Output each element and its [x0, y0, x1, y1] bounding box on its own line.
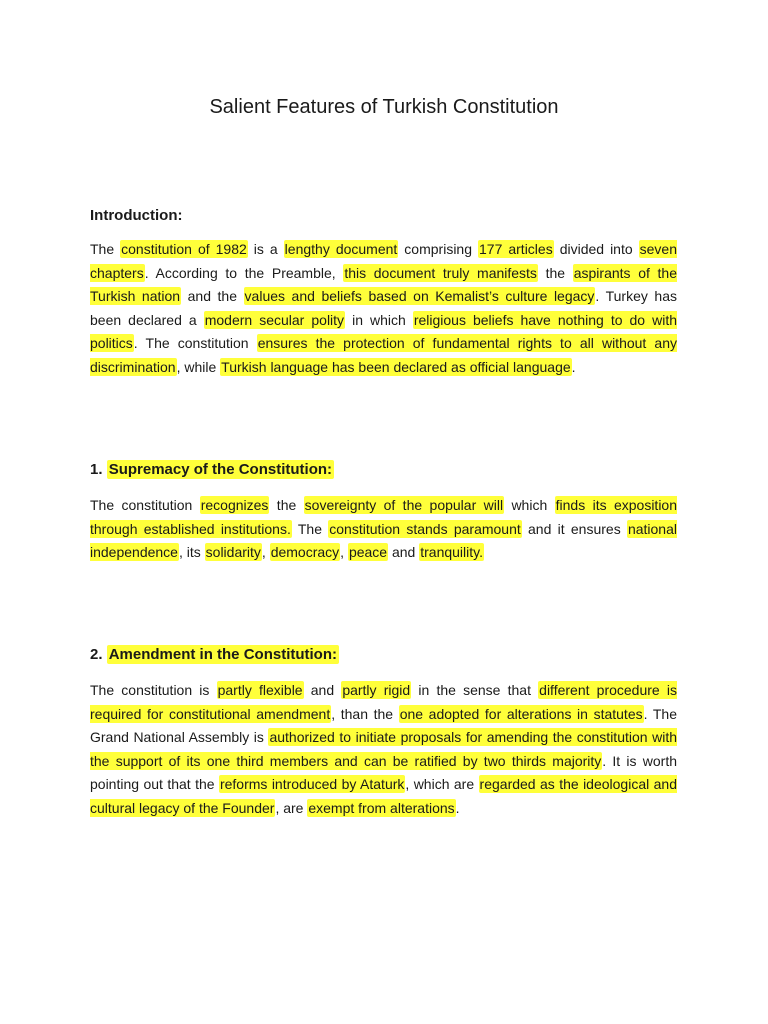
highlighted-text: partly rigid: [342, 682, 411, 698]
plain-text: divided into: [553, 241, 639, 257]
highlighted-text: finds its exposition through established institutions.: [90, 497, 677, 537]
highlighted-text: lengthy document: [284, 241, 398, 257]
highlighted-text: constitution stands paramount: [329, 520, 521, 537]
highlighted-text: sovereignty of the popular will: [304, 497, 504, 513]
plain-text: The constitution is: [90, 682, 217, 698]
highlighted-text: religious beliefs have nothing to do with politics: [90, 311, 678, 352]
highlighted-text: tranquility.: [420, 544, 484, 561]
section2-heading: [90, 644, 339, 666]
plain-text: which: [504, 497, 555, 513]
highlighted-text: Turkish language has been declared as official language: [221, 358, 571, 375]
plain-text: .: [571, 358, 576, 375]
highlighted-text: ensures the protection of fundamental rights to all without any discrimination: [90, 335, 677, 375]
plain-text: , its: [178, 544, 205, 561]
plain-text: and it ensures: [521, 520, 627, 537]
plain-text: The: [291, 520, 329, 537]
highlighted-text: one adopted for alterations in statutes: [399, 705, 643, 722]
section2-title: Amendment in the Constitution:: [108, 646, 337, 663]
plain-text: , while: [176, 358, 221, 375]
highlighted-text: national independence: [90, 520, 677, 561]
plain-text: in which: [345, 311, 413, 328]
section2-number: 2.: [90, 646, 107, 663]
plain-text: and the: [181, 288, 244, 305]
highlighted-text: democracy: [270, 544, 340, 561]
plain-text: is a: [247, 241, 284, 257]
highlighted-text: different procedure is required for constitutional amendment: [90, 682, 677, 722]
plain-text: and: [388, 544, 420, 561]
section1-number: 1.: [90, 461, 107, 478]
plain-text: , than the: [331, 705, 399, 722]
document-title: Salient Features of Turkish Constitution: [209, 96, 559, 118]
section1-heading: [90, 459, 334, 481]
plain-text: the: [269, 497, 304, 513]
highlighted-text: this document truly manifests: [344, 264, 537, 281]
highlighted-text: values and beliefs based on Kemalist’s culture legacy: [244, 288, 595, 305]
plain-text: . The Grand National Assembly is: [90, 705, 677, 746]
plain-text: comprising: [398, 241, 478, 257]
plain-text: .: [455, 799, 460, 816]
highlighted-text: aspirants of the Turkish nation: [90, 264, 677, 305]
intro-heading: Introduction:: [90, 207, 183, 224]
plain-text: . According to the Preamble,: [144, 264, 344, 281]
plain-text: The constitution: [90, 497, 200, 513]
highlighted-text: recognizes: [200, 497, 269, 513]
plain-text: . The constitution: [133, 335, 257, 352]
highlighted-text: exempt from alterations: [308, 799, 455, 816]
highlighted-text: 177 articles: [479, 241, 553, 257]
plain-text: in the sense that: [411, 682, 539, 698]
plain-text: ,: [340, 544, 348, 561]
plain-text: and: [303, 682, 342, 698]
plain-text: . Turkey has been declared a: [90, 288, 677, 328]
highlighted-text: seven chapters: [90, 241, 677, 281]
highlighted-text: peace: [348, 544, 388, 561]
highlighted-text: partly flexible: [217, 682, 303, 698]
section1-title: Supremacy of the Constitution:: [108, 461, 333, 478]
intro-paragraph: [90, 238, 677, 380]
plain-text: . It is worth pointing out that the: [90, 752, 677, 793]
plain-text: the: [537, 264, 573, 281]
plain-text: The: [90, 241, 121, 257]
section1-paragraph: [90, 494, 677, 565]
highlighted-text: reforms introduced by Ataturk: [219, 776, 405, 793]
highlighted-text: regarded as the ideological and cultural legacy of the Founder: [90, 776, 677, 816]
highlighted-text: modern secular polity: [204, 311, 345, 328]
highlighted-text: constitution of 1982: [121, 241, 247, 257]
plain-text: , which are: [405, 776, 479, 793]
highlighted-text: solidarity: [205, 544, 261, 561]
plain-text: ,: [261, 544, 270, 561]
plain-text: , are: [275, 799, 308, 816]
highlighted-text: authorized to initiate proposals for amending the constitution with the support of its one third members and can be ratified by two thirds majority: [90, 729, 677, 769]
section2-paragraph: [90, 679, 677, 821]
